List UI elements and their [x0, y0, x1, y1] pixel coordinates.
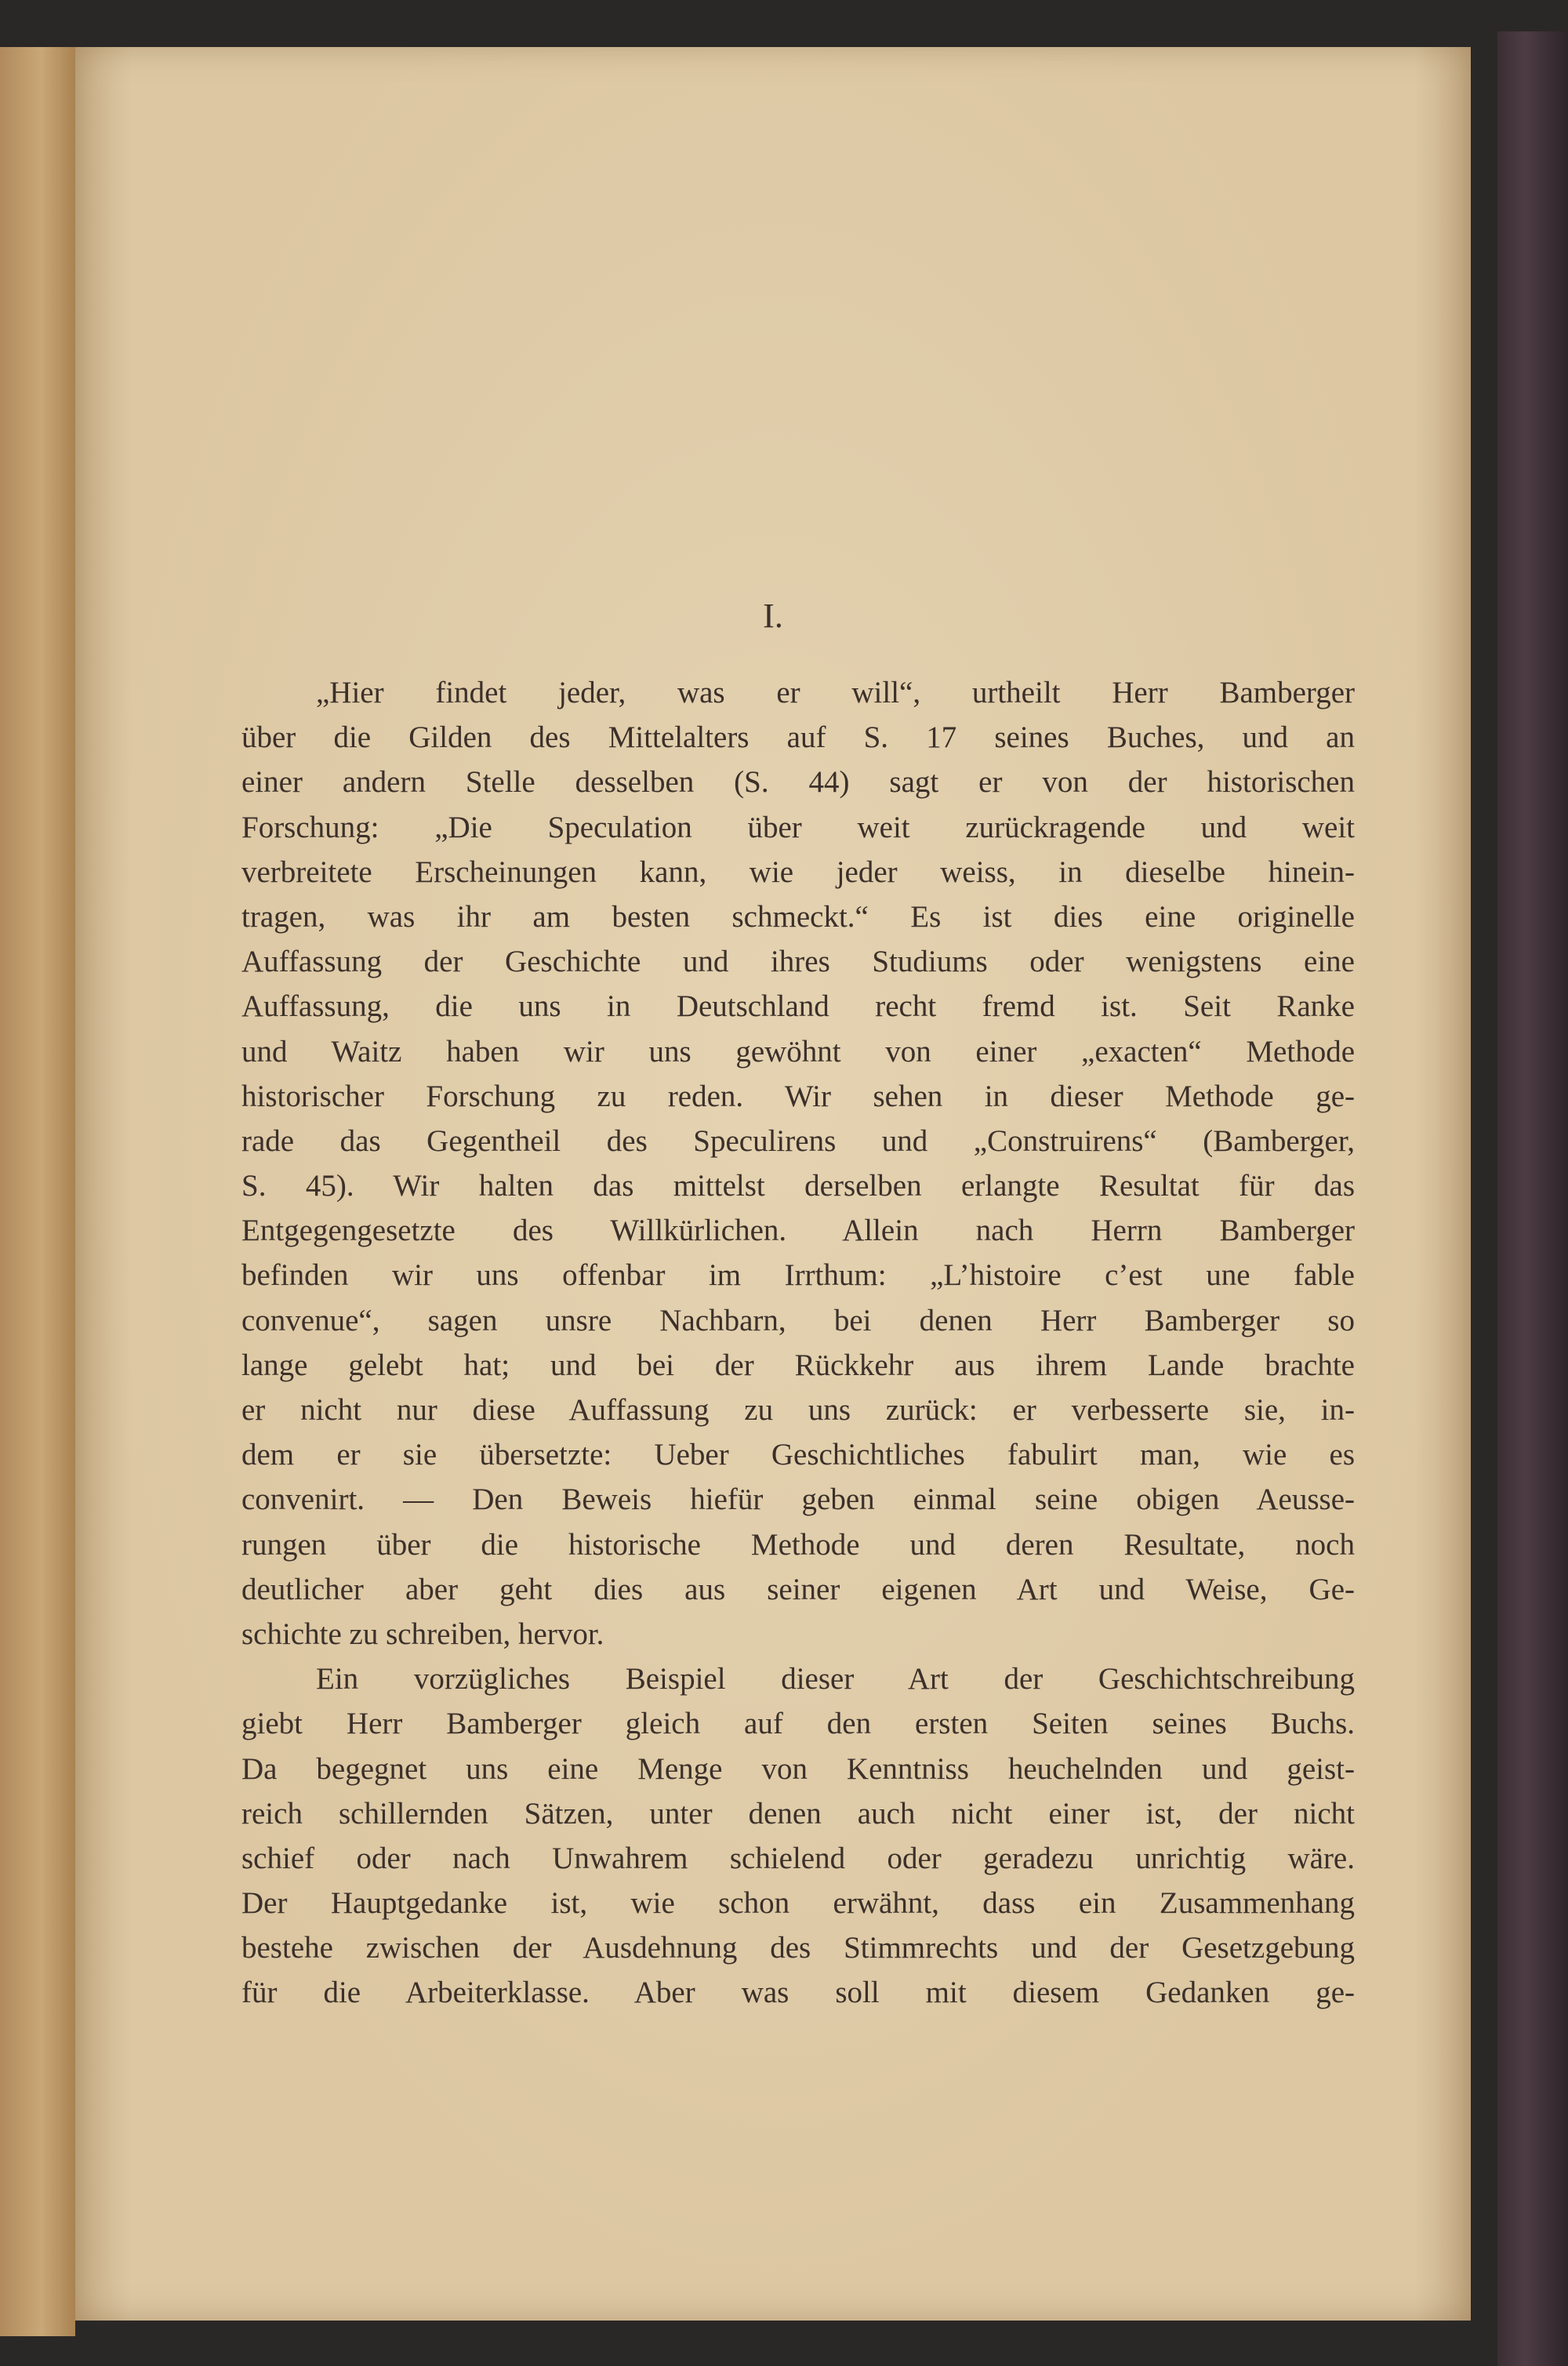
- text-line: reich schillernden Sätzen, unter denen auch nicht einer ist, der nicht: [241, 1796, 1355, 1831]
- text-line: deutlicher aber geht dies aus seiner eigenen Art und Weise, Ge-: [241, 1572, 1355, 1606]
- text-line: Auffassung der Geschichte und ihres Studiums oder wenigstens eine: [241, 945, 1355, 979]
- book-page: [75, 47, 1471, 2321]
- text-line: Ein vorzügliches Beispiel dieser Art der Geschichtschreibung: [316, 1662, 1355, 1696]
- text-line: tragen, was ihr am besten schmeckt.“ Es ist dies eine originelle: [241, 899, 1355, 934]
- text-line: dem er sie übersetzte: Ueber Geschichtliches fabulirt man, wie es: [241, 1438, 1355, 1472]
- text-line: S. 45). Wir halten das mittelst derselben erlangte Resultat für das: [241, 1169, 1355, 1203]
- body-text: [241, 670, 1355, 2016]
- previous-page-edge: [0, 47, 75, 2336]
- text-line: Forschung: „Die Speculation über weit zurückragende und weit: [241, 810, 1355, 844]
- text-line: schichte zu schreiben, hervor.: [241, 1617, 604, 1651]
- text-line: rungen über die historische Methode und deren Resultate, noch: [241, 1527, 1355, 1562]
- text-line: er nicht nur diese Auffassung zu uns zurück: er verbesserte sie, in-: [241, 1393, 1355, 1427]
- text-line: verbreitete Erscheinungen kann, wie jeder weiss, in dieselbe hinein-: [241, 855, 1355, 889]
- text-line: giebt Herr Bamberger gleich auf den ersten Seiten seines Buchs.: [241, 1707, 1355, 1741]
- text-line: schief oder nach Unwahrem schielend oder geradezu unrichtig wäre.: [241, 1841, 1355, 1875]
- text-line: für die Arbeiterklasse. Aber was soll mit diesem Gedanken ge-: [241, 1976, 1355, 2010]
- text-line: Auffassung, die uns in Deutschland recht fremd ist. Seit Ranke: [241, 989, 1355, 1024]
- text-line: einer andern Stelle desselben (S. 44) sagt er von der historischen: [241, 765, 1355, 800]
- text-line: Da begegnet uns eine Menge von Kenntniss heuchelnden und geist-: [241, 1751, 1355, 1786]
- text-line: über die Gilden des Mittelalters auf S. 17 seines Buches, und an: [241, 720, 1355, 755]
- text-line: lange gelebt hat; und bei der Rückkehr aus ihrem Lande brachte: [241, 1348, 1355, 1382]
- text-line: Entgegengesetzte des Willkürlichen. Allein nach Herrn Bamberger: [241, 1214, 1355, 1248]
- text-line: befinden wir uns offenbar im Irrthum: „L’histoire c’est une fable: [241, 1258, 1355, 1293]
- text-line: historischer Forschung zu reden. Wir sehen in dieser Methode ge-: [241, 1079, 1355, 1113]
- text-line: convenirt. — Den Beweis hiefür geben einmal seine obigen Aeusse-: [241, 1482, 1355, 1517]
- text-line: Der Hauptgedanke ist, wie schon erwähnt, dass ein Zusammenhang: [241, 1886, 1355, 1921]
- text-line: rade das Gegentheil des Speculirens und „Construirens“ (Bamberger,: [241, 1123, 1355, 1158]
- text-line: und Waitz haben wir uns gewöhnt von einer „exacten“ Methode: [241, 1034, 1355, 1069]
- text-line: convenue“, sagen unsre Nachbarn, bei denen Herr Bamberger so: [241, 1303, 1355, 1337]
- text-line: „Hier findet jeder, was er will“, urtheilt Herr Bamberger: [316, 676, 1355, 709]
- section-heading: I.: [763, 597, 783, 635]
- text-line: bestehe zwischen der Ausdehnung des Stimmrechts und der Gesetzgebung: [241, 1931, 1355, 1965]
- book-cover-edge: [1497, 31, 1568, 2366]
